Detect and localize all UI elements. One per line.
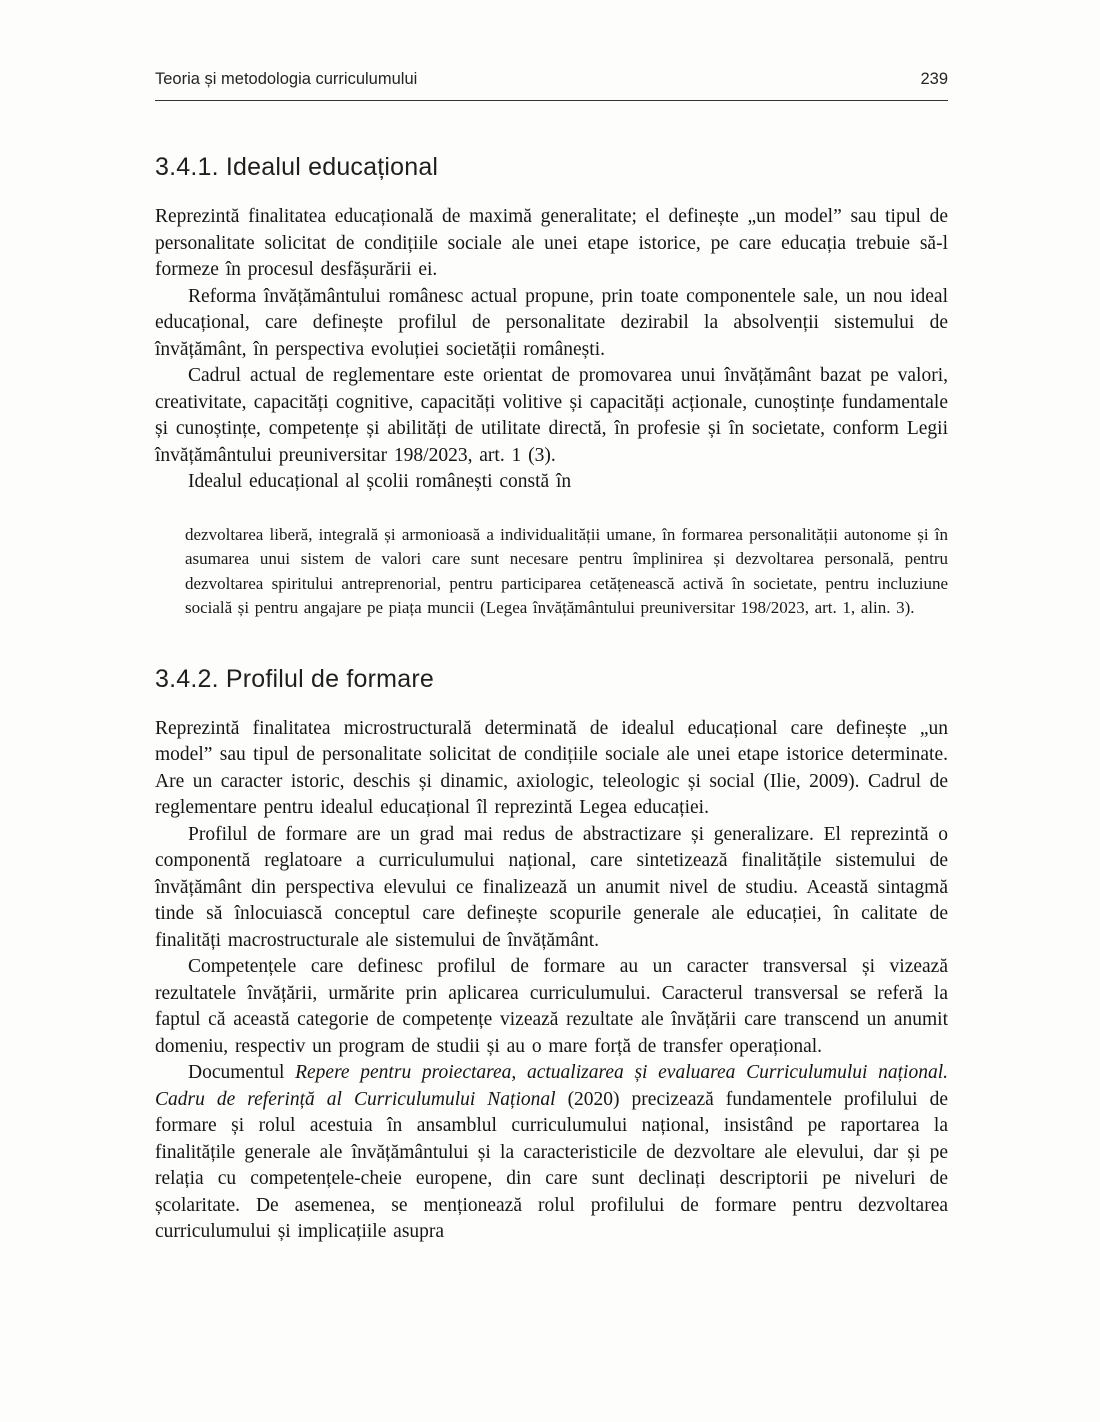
paragraph: Reforma învățământului românesc actual propune, prin toate componentele sale, un nou ideal educațional, care definește profilul de personalitate dezirabil la absolvenții sistemului de învățământ, în perspectiva evoluției societății românești. [155, 285, 948, 360]
paragraph: Competențele care definesc profilul de formare au un caracter transversal și vizează rezultatele învățării, urmărite prin aplicarea curriculumului. Caracterul transversal se referă la faptul că această categorie de competențe vizează rezultate ale învățării care transcend un anumit domeniu, respectiv un program de studii și au o mare forță de transfer operațional. [155, 956, 948, 1057]
paragraph: Profilul de formare are un grad mai redus de abstractizare și generalizare. El reprezintă o componentă reglatoare a curriculumului național, care sintetizează finalitățile sistemului de învățământ din perspectiva elevului ce finalizează un anumit nivel de studiu. Această sintagmă tinde să înlocuiască conceptul care definește scopurile generale ale educației, în calitate de finalități macrostructurale ale sistemului de învățământ. [155, 823, 948, 951]
section-heading-3-4-1: 3.4.1. Idealul educațional [155, 153, 439, 181]
page-content [155, 153, 948, 1246]
paragraph: Reprezintă finalitatea microstructurală determinată de idealul educațional care definește „un model” sau tipul de personalitate solicitat de condițiile sociale ale unei etape istorice determinate. Are un caracter istoric, deschis și dinamic, axiologic, teleologic și social (Ilie, 2009). Cadrul de reglementare pentru idealul educațional îl reprezintă Legea educației. [155, 717, 948, 818]
page-number: 239 [920, 70, 948, 88]
document-title-italic: Repere pentru proiectarea, actualizarea și evaluarea Curriculumului național. Cadru de referință al Curriculumului Național [155, 1062, 948, 1110]
text-run: Documentul [188, 1062, 296, 1083]
paragraph: Idealul educațional al școlii românești constă în [188, 471, 572, 492]
running-header [155, 70, 948, 101]
section-heading-3-4-2: 3.4.2. Profilul de formare [155, 664, 434, 693]
running-title: Teoria și metodologia curriculumului [155, 70, 418, 88]
paragraph: Reprezintă finalitatea educațională de maximă generalitate; el definește „un model” sau tipul de personalitate solicitat de condițiile sociale ale unei etape istorice, pe care educația trebuie să-l formeze în procesul desfășurării ei. [155, 206, 948, 280]
legal-quote: dezvoltarea liberă, integrală și armonioasă a individualității umane, în formarea personalității autonome și în asumarea unui sistem de valori care sunt necesare pentru împlinirea și dezvoltarea personală, pentru dezvoltarea spiritului antreprenorial, pentru participarea cetățenească activă în societate, pentru incluziune socială și pentru angajare pe piața muncii (Legea învățământului preuniversitar 198/2023, art. 1, alin. 3). [185, 524, 948, 617]
paragraph: Cadrul actual de reglementare este orientat de promovarea unui învățământ bazat pe valori, creativitate, capacități cognitive, capacități volitive și capacități acționale, cunoștințe fundamentale și cunoștințe, competențe și abilități de utilitate directă, în profesie și în societate, conform Legii învățământului preuniversitar 198/2023, art. 1 (3). [155, 365, 948, 466]
paragraph [155, 1060, 948, 1246]
text-run: (2020) precizează fundamentele profilului de formare și rolul acestuia în ansamblul curriculumului național, insistând pe raportarea la finalitățile generale ale învățământului și la caracteristicile de dezvoltare ale elevului, dar și pe relația cu competențele-cheie europene, din care sunt declinați descriptorii pe niveluri de școlaritate. De asemenea, se menționează rolul profilului de formare pentru dezvoltarea curriculumului și implicațiile asupra [155, 1088, 948, 1242]
